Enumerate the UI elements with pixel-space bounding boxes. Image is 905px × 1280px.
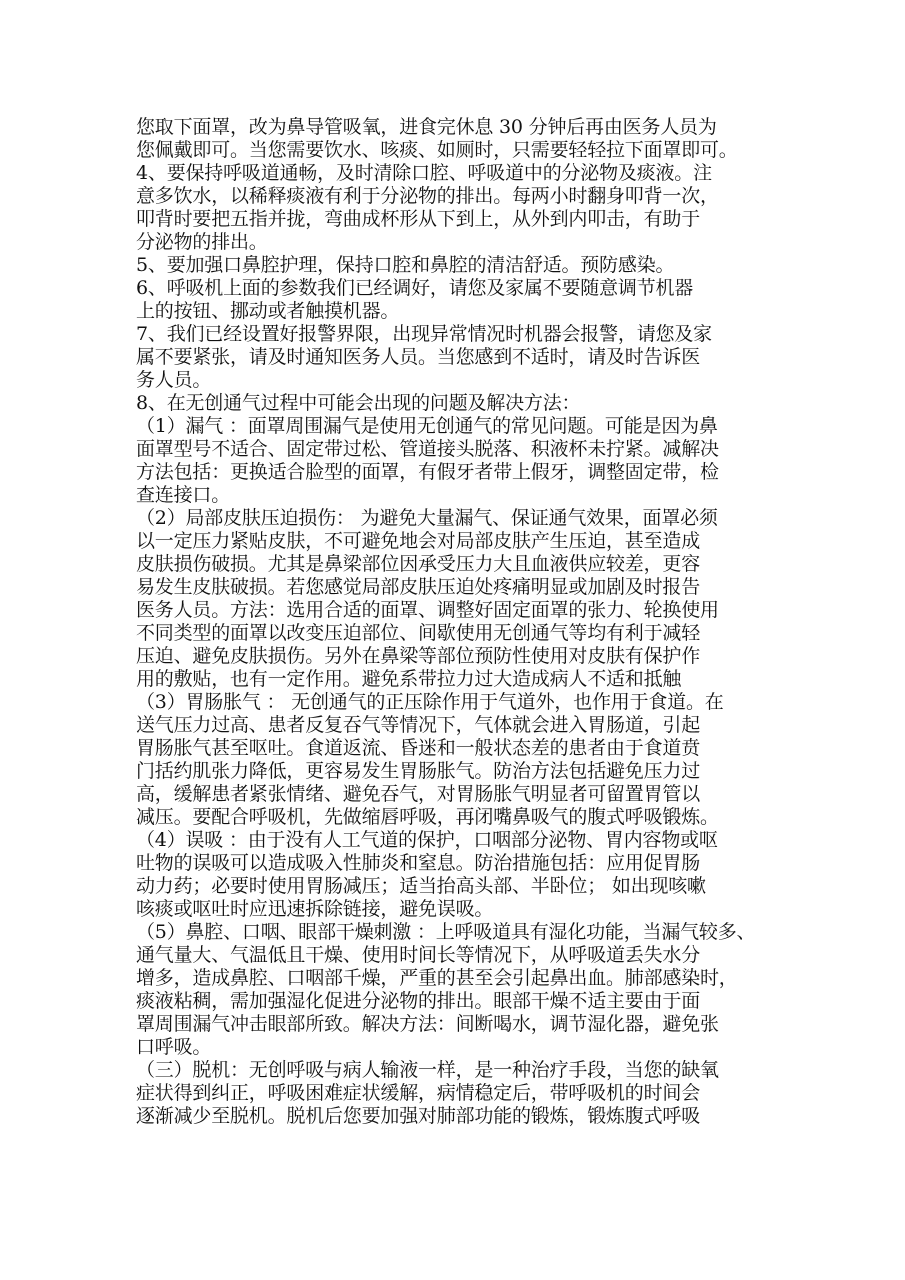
text-line: 8、在无创通气过程中可能会出现的问题及解决方法： [136,392,581,414]
text-line: 不同类型的面罩以改变压迫部位、间歇使用无创通气等均有利于减轻 [136,622,701,644]
text-line: 方法包括：更换适合脸型的面罩，有假牙者带上假牙，调整固定带，检 [136,461,719,483]
text-line: 上的按钮、挪动或者触摸机器。 [136,300,400,322]
text-line: 动力药；必要时使用胃肠减压；适当抬高头部、半卧位； 如出现咳嗽 [136,875,706,897]
text-line: （2）局部皮肤压迫损伤： 为避免大量漏气、保证通气效果，面罩必须 [136,507,718,529]
text-line: （3）胃肠胀气 ： 无创通气的正压除作用于气道外，也作用于食道。在 [136,691,724,713]
text-line: 吐物的误吸可以造成吸入性肺炎和窒息。防治措施包括：应用促胃肠 [136,852,701,874]
text-line: 务人员。 [136,369,212,391]
text-line: 送气压力过高、患者反复吞气等情况下，气体就会进入胃肠道，引起 [136,714,701,736]
document-body [136,116,796,1128]
text-line: 胃肠胀气甚至呕吐。食道返流、昏迷和一般状态差的患者由于食道贲 [136,737,701,759]
text-line: 4、要保持呼吸道通畅，及时清除口腔、呼吸道中的分泌物及痰液。注 [136,162,712,184]
text-line: 5、要加强口鼻腔护理，保持口腔和鼻腔的清洁舒适。预防感染。 [136,254,675,276]
text-line: 咳痰或呕吐时应迅速拆除链接，避免误吸。 [136,898,494,920]
text-line: 皮肤损伤破损。尤其是鼻梁部位因承受压力大且血液供应较差，更容 [136,553,701,575]
text-line: 意多饮水，以稀释痰液有利于分泌物的排出。每两小时翻身叩背一次， [136,185,719,207]
text-line: 用的敷贴，也有一定作用。避免系带拉力过大造成病人不适和抵触 [136,668,682,690]
text-line: 以一定压力紧贴皮肤，不可避免地会对局部皮肤产生压迫，甚至造成 [136,530,701,552]
text-line: （三）脱机：无创呼吸与病人输液一样，是一种治疗手段，当您的缺氧 [136,1059,719,1081]
text-line: 分泌物的排出。 [136,231,268,253]
text-line: 医务人员。方法：选用合适的面罩、调整好固定面罩的张力、轮换使用 [136,599,719,621]
text-line: 面罩型号不适合、固定带过松、管道接头脱落、积液杯未拧紧。减解决 [136,438,719,460]
text-line: 减压。要配合呼吸机，先做缩唇呼吸，再闭嘴鼻吸气的腹式呼吸锻炼。 [136,806,719,828]
text-line: 查连接口。 [136,484,231,506]
text-line: 通气量大、气温低且干燥、使用时间长等情况下，从呼吸道丢失水分 [136,944,701,966]
text-line: 增多，造成鼻腔、口咽部千燥，严重的甚至会引起鼻出血。肺部感染时， [136,967,738,989]
text-line: 罩周围漏气冲击眼部所致。解决方法：间断喝水，调节湿化器，避免张 [136,1013,719,1035]
text-line: 6、呼吸机上面的参数我们已经调好，请您及家属不要随意调节机器 [136,277,694,299]
text-line: 叩背时要把五指并拢，弯曲成杯形从下到上，从外到内叩击，有助于 [136,208,701,230]
text-line: 门括约肌张力降低，更容易发生胃肠胀气。防治方法包括避免压力过 [136,760,701,782]
text-line: 7、我们已经设置好报警界限，出现异常情况时机器会报警，请您及家 [136,323,712,345]
text-line: （1）漏气 ：面罩周围漏气是使用无创通气的常见问题。可能是因为鼻 [136,415,718,437]
text-line: 属不要紧张，请及时通知医务人员。当您感到不适时，请及时告诉医 [136,346,701,368]
text-line: 痰液粘稠，需加强湿化促进分泌物的排出。眼部干燥不适主要由于面 [136,990,701,1012]
text-line: 症状得到纠正，呼吸困难症状缓解，病情稳定后，带呼吸机的时间会 [136,1082,701,1104]
text-line: （4）误吸 ：由于没有人工气道的保护，口咽部分泌物、胃内容物或呕 [136,829,718,851]
text-line: （5）鼻腔、口咽、眼部干燥刺激 ：上呼吸道具有湿化功能，当漏气较多、 [136,921,756,943]
text-line: 您取下面罩，改为鼻导管吸氧，进食完休息 30 分钟后再由医务人员为 [136,116,717,138]
text-line: 易发生皮肤破损。若您感觉局部皮肤压迫处疼痛明显或加剧及时报告 [136,576,701,598]
text-line: 您佩戴即可。当您需要饮水、咳痰、如厕时，只需要轻轻拉下面罩即可。 [136,139,738,161]
text-line: 高，缓解患者紧张情绪、避免吞气，对胃肠胀气明显者可留置胃管以 [136,783,701,805]
text-line: 压迫、避免皮肤损伤。另外在鼻梁等部位预防性使用对皮肤有保护作 [136,645,701,667]
text-line: 口呼吸。 [136,1036,212,1058]
text-line: 逐渐减少至脱机。脱机后您要加强对肺部功能的锻炼，锻炼腹式呼吸 [136,1105,701,1127]
